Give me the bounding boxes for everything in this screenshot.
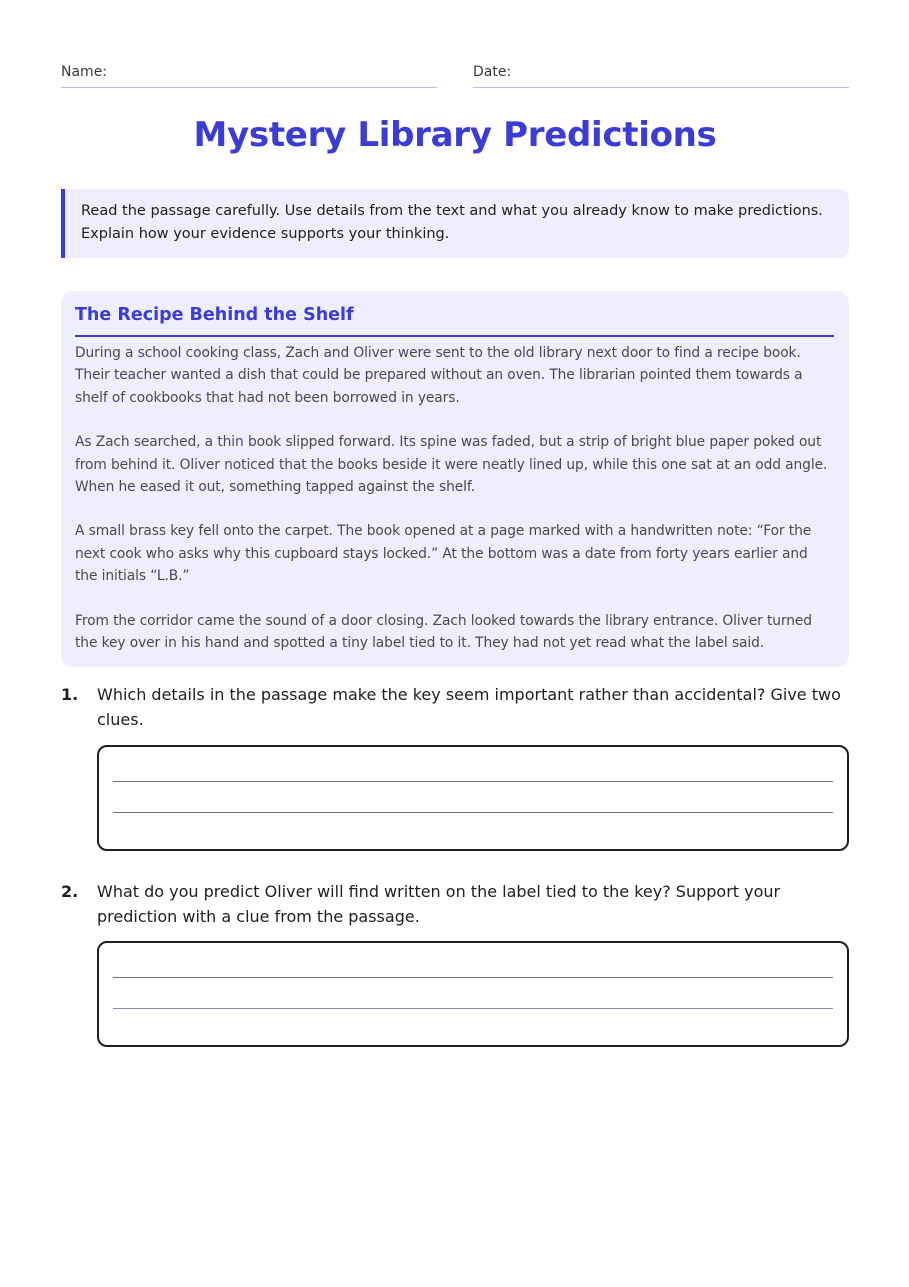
reading-passage (61, 291, 849, 667)
student-info-row (61, 61, 849, 89)
page-title: Mystery Library Predictions (193, 115, 717, 155)
instructions-line-1: Read the passage carefully. Use details from the text and what you already know to make predictions. (81, 203, 823, 219)
question-number: 1. (61, 685, 79, 704)
passage-title: The Recipe Behind the Shelf (75, 302, 834, 337)
answer-line (113, 781, 833, 782)
date-label: Date: (473, 64, 512, 80)
passage-paragraph: As Zach searched, a thin book slipped forward. Its spine was faded, but a strip of bright blue paper poked out from behind it. Oliver noticed that the books beside it were neatly lined up, while this one sat at an odd angle. When he eased it out, something tapped against the shelf. (75, 434, 828, 496)
date-field[interactable] (473, 61, 849, 88)
answer-line (113, 977, 833, 978)
passage-paragraph: From the corridor came the sound of a door closing. Zach looked towards the library entrance. Oliver turned the key over in his hand and spotted a tiny label tied to it. They had not yet read what the label said. (75, 612, 812, 652)
name-label: Name: (61, 64, 108, 80)
answer-line (113, 1008, 833, 1009)
instructions-panel (61, 189, 849, 258)
instructions-line-2: Explain how your evidence supports your thinking. (81, 226, 450, 242)
question-text: Which details in the passage make the key seem important rather than accidental? Give two clues. (97, 685, 841, 729)
name-field[interactable] (61, 61, 437, 88)
question-number: 2. (61, 882, 79, 901)
question-text: What do you predict Oliver will find written on the label tied to the key? Support your prediction with a clue from the passage. (97, 882, 781, 926)
answer-box[interactable] (97, 745, 849, 851)
passage-paragraph: A small brass key fell onto the carpet. The book opened at a page marked with a handwritten note: “For the next cook who asks why this cupboard stays locked.” At the bottom was a date from forty years earlier and the initials “L.B.” (75, 523, 812, 585)
passage-paragraph: During a school cooking class, Zach and Oliver were sent to the old library next door to find a recipe book. Their teacher wanted a dish that could be prepared without an oven. The librarian pointed them towards a shelf of cookbooks that had not been borrowed in years. (75, 345, 803, 406)
answer-box[interactable] (97, 941, 849, 1047)
answer-line (113, 812, 833, 813)
